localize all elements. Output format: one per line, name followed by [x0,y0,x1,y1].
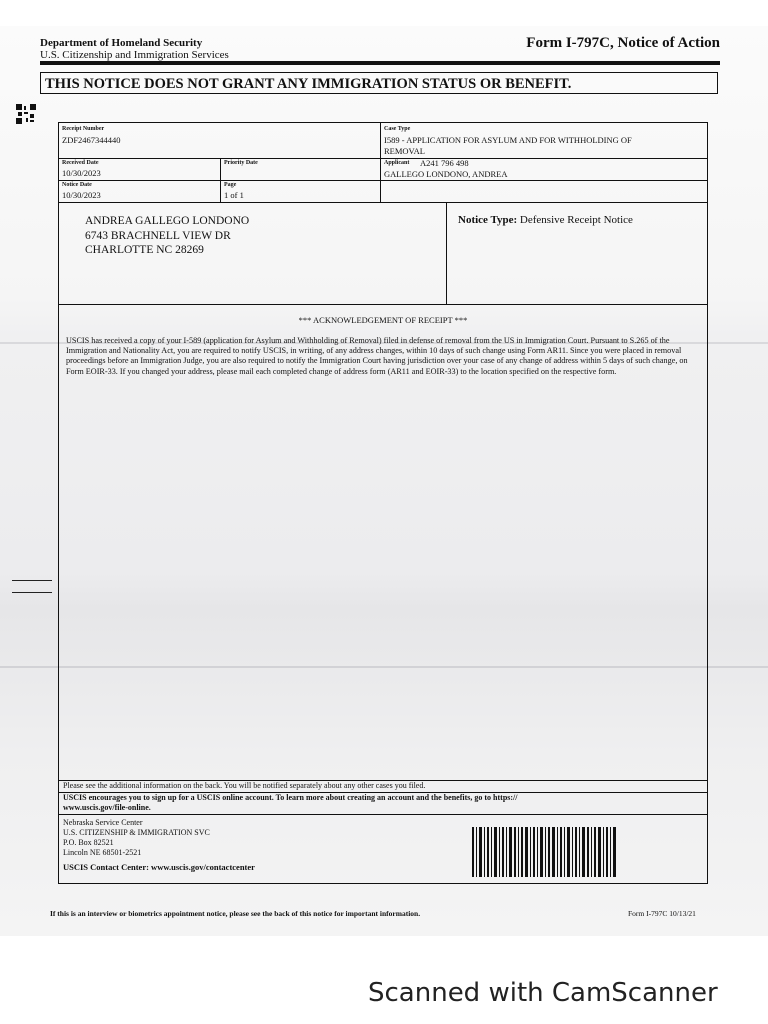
notice-date-value: 10/30/2023 [62,190,101,200]
barcode-icon [472,827,618,877]
service-center-name: Nebraska Service Center [63,818,143,827]
notice-type [458,214,633,226]
margin-mark [12,580,52,581]
notice-type-label: Notice Type: [458,214,518,226]
service-center-line: Lincoln NE 68501-2521 [63,848,142,857]
notice-date-label: Notice Date [62,182,92,188]
grid-line [58,158,708,159]
page-label: Page [224,182,237,188]
service-center-line: U.S. CITIZENSHIP & IMMIGRATION SVC [63,828,210,837]
receipt-number-value: ZDF2467344440 [62,135,121,145]
priority-date-label: Priority Date [224,160,258,166]
contact-center-text[interactable]: USCIS Contact Center: www.uscis.gov/contactcenter [63,862,255,872]
grid-line [58,180,708,181]
grid-line [58,814,708,815]
bottom-note: If this is an interview or biometrics appointment notice, please see the back of this notice for important information. [50,909,421,918]
header-divider [40,61,720,65]
received-date-value: 10/30/2023 [62,168,101,178]
address-line: CHARLOTTE NC 28269 [85,244,204,256]
notice-type-value: Defensive Receipt Notice [519,214,633,226]
qr-code-icon [16,104,36,124]
department-name: Department of Homeland Security [40,37,203,49]
online-account-link[interactable]: www.uscis.gov/file-online. [63,803,151,812]
grid-line [446,202,447,304]
grid-line [58,202,708,203]
additional-info-text: Please see the additional information on the back. You will be notified separately about any other cases you filed. [63,781,426,790]
grid-line [58,304,708,305]
applicant-label: Applicant [384,160,410,166]
form-id: Form I-797C 10/13/21 [628,909,696,918]
acknowledgement-title: *** ACKNOWLEDGEMENT OF RECEIPT *** [298,315,468,325]
received-date-label: Received Date [62,160,99,166]
grid-line [220,158,221,202]
applicant-name: GALLEGO LONDONO, ANDREA [384,169,508,179]
applicant-id: A241 796 498 [420,158,469,168]
agency-name: U.S. Citizenship and Immigration Services [40,49,229,61]
case-type-label: Case Type [384,126,411,132]
margin-mark [12,592,52,593]
address-line: ANDREA GALLEGO LONDONO [85,215,250,227]
case-type-value-cont: REMOVAL [384,146,425,156]
receipt-number-label: Receipt Number [62,126,105,132]
page-value: 1 of 1 [224,190,244,200]
status-banner: THIS NOTICE DOES NOT GRANT ANY IMMIGRATION STATUS OR BENEFIT. [40,72,718,94]
online-account-text: USCIS encourages you to sign up for a USCIS online account. To learn more about creating an account and the benefits, go to https:// [63,793,518,802]
acknowledgement-body: USCIS has received a copy of your I-589 (application for Asylum and Withholding of Removal) filed in defense of removal from the US in Immigration Court. Pursuant to S.265 of the Immigration and Nationality Act, you are required to notify USCIS, in writing, of any address changes, within 10 days of such change using Form AR11. Since you were placed in removal proceedings before an Immigration Judge, you are also required to notify the Immigration Court having jurisdiction over your case of any change of address within 5 days of such change, on Form EOIR-33. If you changed your address, please mail each completed change of address form (AR11 and EOIR-33) to the location specified on the respective form. [66,336,688,376]
camscanner-watermark: Scanned with CamScanner [368,978,718,1008]
case-type-value: I589 - APPLICATION FOR ASYLUM AND FOR WITHHOLDING OF [384,135,632,145]
address-line: 6743 BRACHNELL VIEW DR [85,230,231,242]
grid-line [380,122,381,202]
service-center-line: P.O. Box 82521 [63,838,114,847]
form-title: Form I-797C, Notice of Action [526,35,720,51]
